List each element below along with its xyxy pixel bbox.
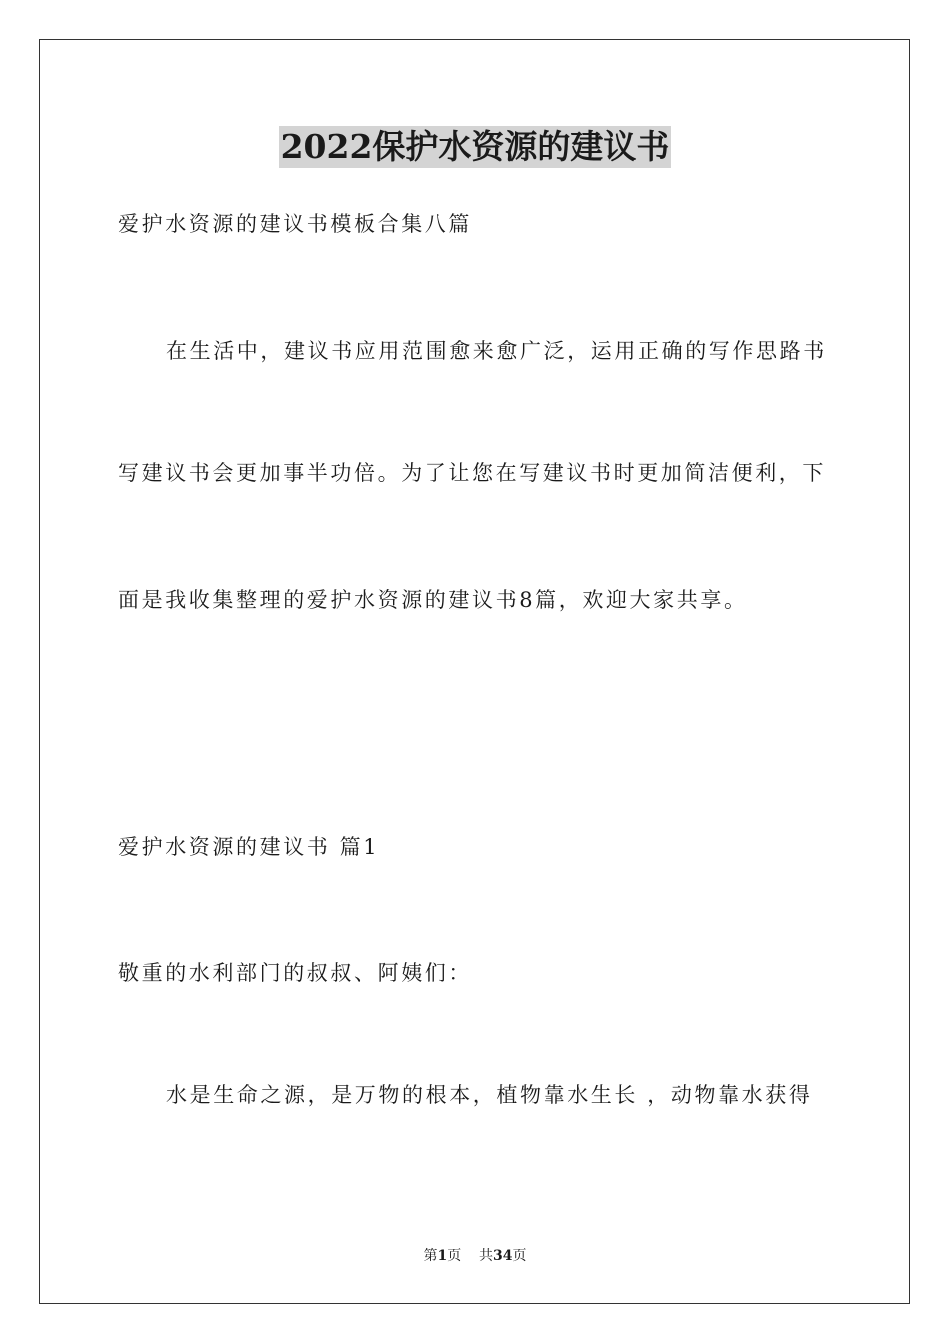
footer-total-suffix: 页 [512,1248,527,1264]
page-footer [0,1246,950,1266]
footer-page-prefix: 第 [423,1248,438,1264]
intro-line-1: 在生活中，建议书应用范围愈来愈广泛，运用正确的写作思路书 [166,339,827,363]
intro-line-2: 写建议书会更加事半功倍。为了让您在写建议书时更加简洁便利，下 [118,461,826,485]
body-line-1: 水是生命之源，是万物的根本，植物靠水生长 ，动物靠水获得 [166,1083,813,1107]
intro-line-3: 面是我收集整理的爱护水资源的建议书8篇，欢迎大家共享。 [118,588,748,612]
section-heading: 爱护水资源的建议书 篇1 [118,835,380,859]
footer-total-pages: 34 [493,1248,513,1264]
document-subtitle: 爱护水资源的建议书模板合集八篇 [118,212,472,236]
title-wrapper [0,126,950,168]
salutation: 敬重的水利部门的叔叔、阿姨们： [118,961,472,985]
footer-page-suffix: 页 共 [447,1248,494,1264]
document-title: 2022保护水资源的建议书 [280,127,670,166]
footer-page-number: 1 [437,1248,448,1264]
